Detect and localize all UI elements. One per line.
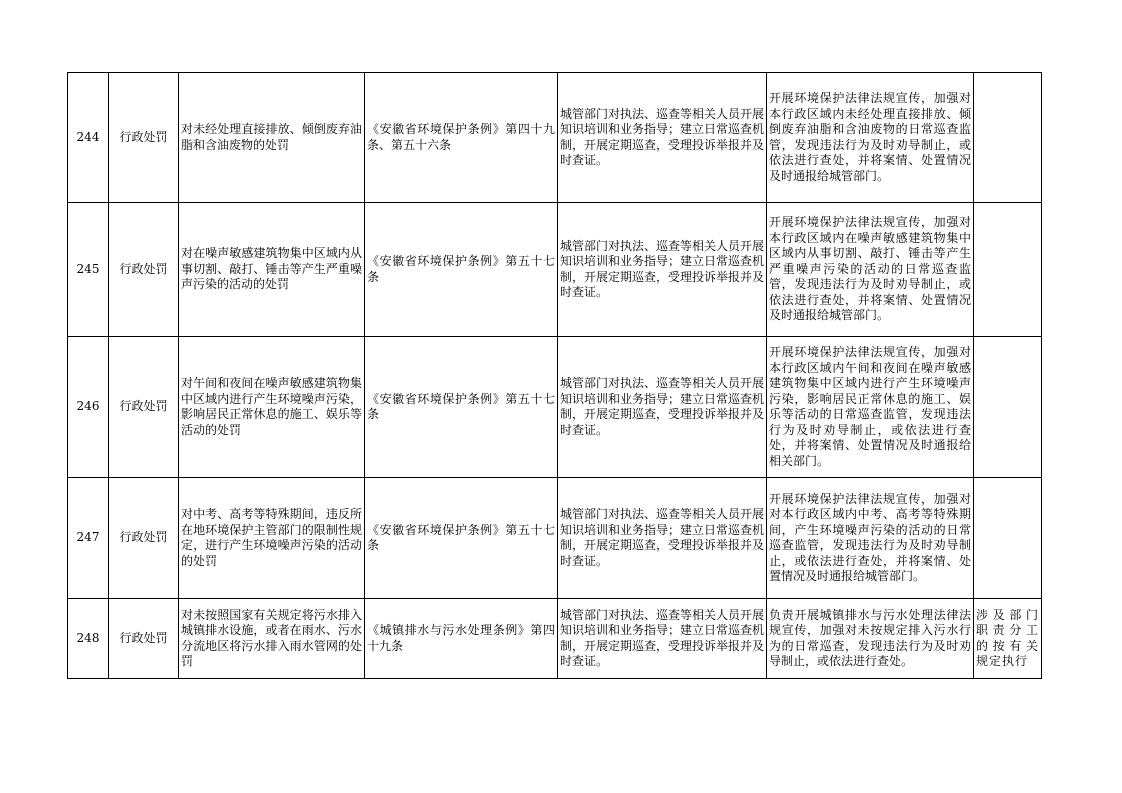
table-row xyxy=(68,337,1042,478)
remarks xyxy=(974,73,1042,203)
table-row xyxy=(68,599,1042,679)
power-item: 对未经处理直接排放、倾倒废弃油脂和含油废物的处罚 xyxy=(179,73,365,203)
row-number: 244 xyxy=(68,73,109,203)
remarks: 涉及部门职责分工的按有关规定执行 xyxy=(974,599,1042,679)
row-number: 247 xyxy=(68,478,109,599)
power-type: 行政处罚 xyxy=(109,73,179,203)
responsibility-table xyxy=(67,72,1042,679)
legal-basis: 《安徽省环境保护条例》第四十九条、第五十六条 xyxy=(365,73,558,203)
legal-basis: 《城镇排水与污水处理条例》第四十九条 xyxy=(365,599,558,679)
power-type: 行政处罚 xyxy=(109,203,179,337)
city-department-duty: 城管部门对执法、巡查等相关人员开展知识培训和业务指导；建立日常巡查机制，开展定期巡查，受理投诉举报并及时查证。 xyxy=(558,203,767,337)
power-type: 行政处罚 xyxy=(109,599,179,679)
city-department-duty: 城管部门对执法、巡查等相关人员开展知识培训和业务指导；建立日常巡查机制，开展定期巡查，受理投诉举报并及时查证。 xyxy=(558,73,767,203)
row-number: 246 xyxy=(68,337,109,478)
city-department-duty: 城管部门对执法、巡查等相关人员开展知识培训和业务指导；建立日常巡查机制，开展定期巡查，受理投诉举报并及时查证。 xyxy=(558,599,767,679)
local-government-duty: 负责开展城镇排水与污水处理法律法规宣传，加强对未按规定排入污水行为的日常巡查，发现违法行为及时劝导制止，或依法进行查处。 xyxy=(767,599,974,679)
local-government-duty: 开展环境保护法律法规宣传，加强对本行政区域内午间和夜间在噪声敏感建筑物集中区域内进行产生环境噪声污染，影响居民正常休息的施工、娱乐等活动的日常巡查监管，发现违法行为及时劝导制止，或依法进行查处，并将案情、处置情况及时通报给相关部门。 xyxy=(767,337,974,478)
remarks xyxy=(974,478,1042,599)
power-item: 对在噪声敏感建筑物集中区域内从事切割、敲打、锤击等产生严重噪声污染的活动的处罚 xyxy=(179,203,365,337)
power-item: 对午间和夜间在噪声敏感建筑物集中区域内进行产生环境噪声污染，影响居民正常休息的施工、娱乐等活动的处罚 xyxy=(179,337,365,478)
local-government-duty: 开展环境保护法律法规宣传，加强对本行政区域内未经处理直接排放、倾倒废弃油脂和含油废物的日常巡查监管，发现违法行为及时劝导制止，或依法进行查处，并将案情、处置情况及时通报给城管部门。 xyxy=(767,73,974,203)
table-row xyxy=(68,203,1042,337)
legal-basis: 《安徽省环境保护条例》第五十七条 xyxy=(365,337,558,478)
power-item: 对未按照国家有关规定将污水排入城镇排水设施，或者在雨水、污水分流地区将污水排入雨水管网的处罚 xyxy=(179,599,365,679)
power-item: 对中考、高考等特殊期间，违反所在地环境保护主管部门的限制性规定，进行产生环境噪声污染的活动的处罚 xyxy=(179,478,365,599)
legal-basis: 《安徽省环境保护条例》第五十七条 xyxy=(365,203,558,337)
city-department-duty: 城管部门对执法、巡查等相关人员开展知识培训和业务指导；建立日常巡查机制，开展定期巡查，受理投诉举报并及时查证。 xyxy=(558,337,767,478)
power-type: 行政处罚 xyxy=(109,478,179,599)
row-number: 245 xyxy=(68,203,109,337)
remarks xyxy=(974,337,1042,478)
table-row xyxy=(68,478,1042,599)
table-row xyxy=(68,73,1042,203)
city-department-duty: 城管部门对执法、巡查等相关人员开展知识培训和业务指导；建立日常巡查机制，开展定期巡查，受理投诉举报并及时查证。 xyxy=(558,478,767,599)
legal-basis: 《安徽省环境保护条例》第五十七条 xyxy=(365,478,558,599)
remarks xyxy=(974,203,1042,337)
local-government-duty: 开展环境保护法律法规宣传，加强对对本行政区域内中考、高考等特殊期间，产生环境噪声污染的活动的日常巡查监管，发现违法行为及时劝导制止，或依法进行查处，并将案情、处置情况及时通报给城管部门。 xyxy=(767,478,974,599)
local-government-duty: 开展环境保护法律法规宣传，加强对本行政区域内在噪声敏感建筑物集中区域内从事切割、敲打、锤击等产生严重噪声污染的活动的日常巡查监管，发现违法行为及时劝导制止，或依法进行查处，并将案情、处置情况及时通报给城管部门。 xyxy=(767,203,974,337)
row-number: 248 xyxy=(68,599,109,679)
power-type: 行政处罚 xyxy=(109,337,179,478)
